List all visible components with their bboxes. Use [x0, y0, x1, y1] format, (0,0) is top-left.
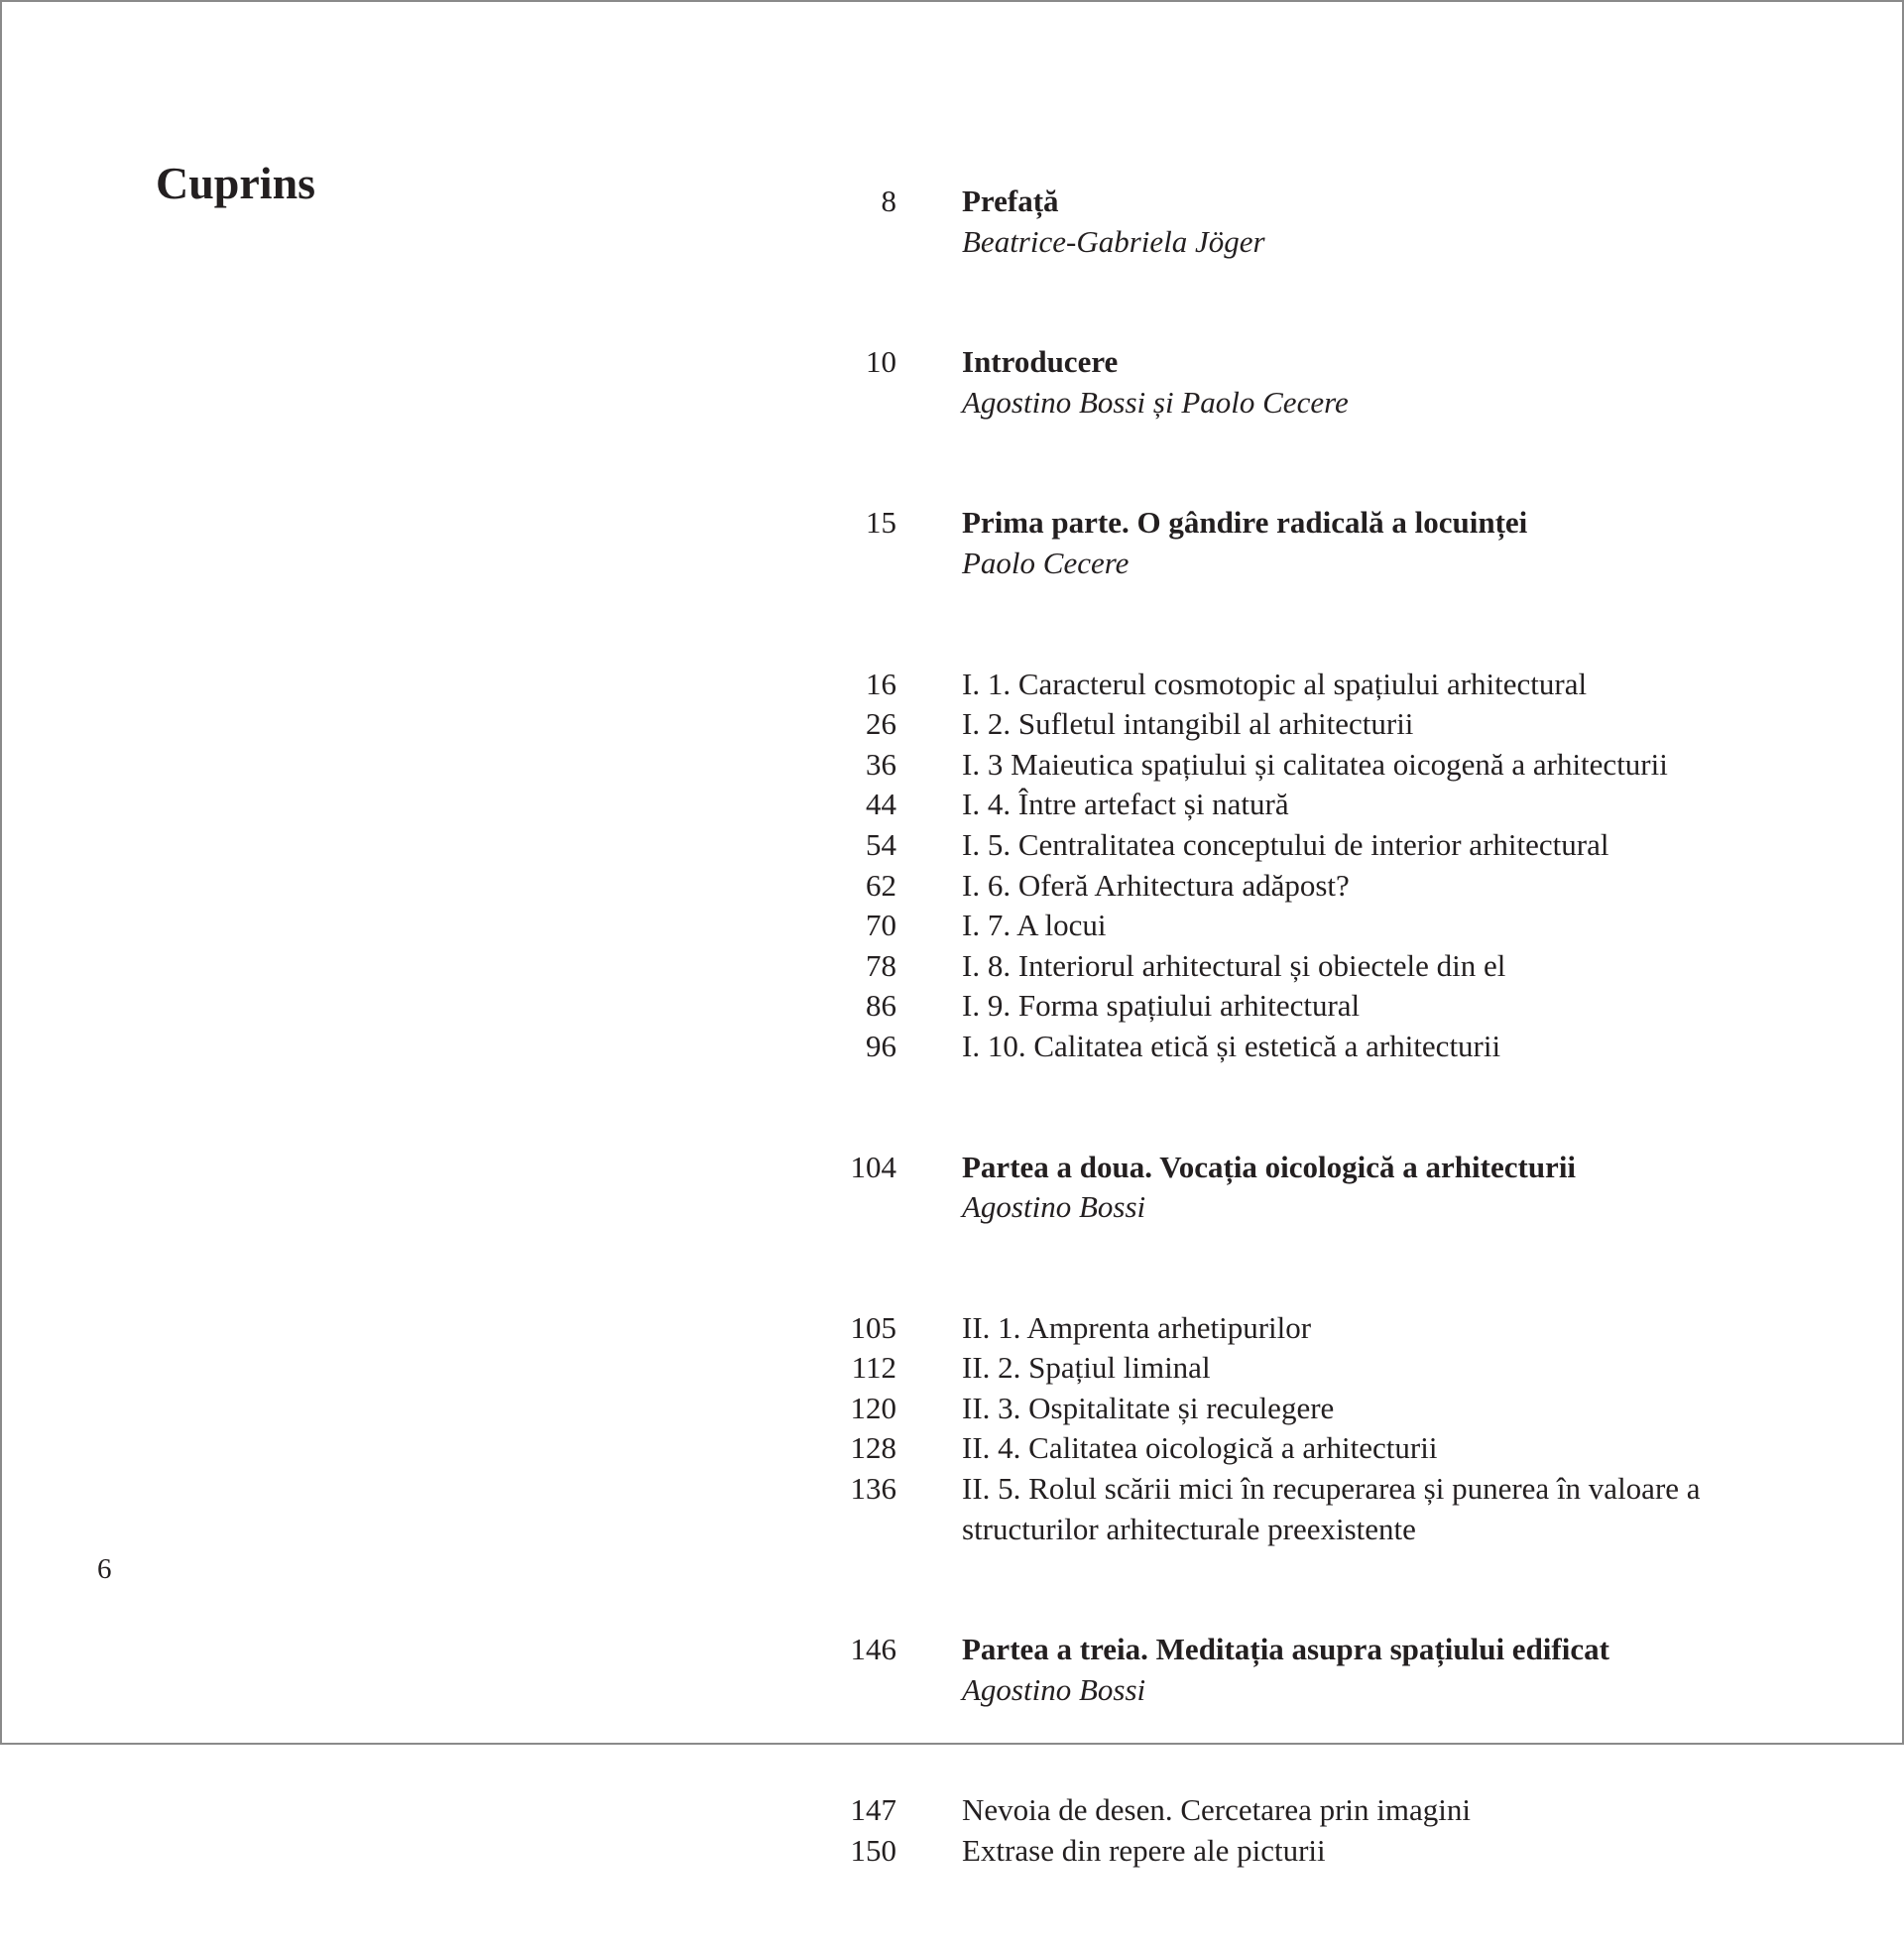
- toc-chapter-title: I. 4. Între artefact și natură: [962, 787, 1289, 822]
- toc-page-number: 26: [866, 706, 896, 742]
- toc-page-number: 36: [866, 746, 896, 782]
- toc-entry[interactable]: [815, 503, 1708, 544]
- toc-author: Agostino Bossi și Paolo Cecere: [962, 384, 1349, 420]
- toc-chapter-title: II. 1. Amprenta arhetipurilor: [962, 1309, 1312, 1345]
- toc-author: Agostino Bossi: [962, 1671, 1146, 1707]
- toc-part-title: Introducere: [962, 344, 1119, 380]
- toc-chapter-title: II. 3. Ospitalitate și reculegere: [962, 1390, 1335, 1425]
- toc-page-number: 150: [850, 1833, 896, 1869]
- toc-chapter-title: I. 9. Forma spațiului arhitectural: [962, 988, 1361, 1024]
- toc-page-number: 70: [866, 908, 896, 943]
- toc-section: [815, 1308, 1708, 1550]
- toc-author: Agostino Bossi: [962, 1189, 1146, 1225]
- toc-page-number: 86: [866, 988, 896, 1024]
- toc-entry[interactable]: [815, 1389, 1708, 1429]
- toc-chapter-title: I. 6. Oferă Arhitectura adăpost?: [962, 867, 1350, 903]
- toc-entry[interactable]: [815, 1469, 1708, 1549]
- toc-chapter-title: II. 4. Calitatea oicologică a arhitecturii: [962, 1430, 1438, 1466]
- toc-entry[interactable]: [815, 1148, 1708, 1188]
- toc-section: [815, 342, 1708, 423]
- toc-entry[interactable]: [815, 1308, 1708, 1349]
- toc-chapter-title: I. 7. A locui: [962, 908, 1107, 943]
- toc-chapter-title: I. 2. Sufletul intangibil al arhitecturii: [962, 706, 1414, 742]
- toc-page-number: 15: [866, 505, 896, 541]
- toc-section: [815, 1790, 1708, 1871]
- toc-entry[interactable]: [815, 745, 1708, 786]
- toc-page-number: 136: [850, 1471, 896, 1507]
- toc-page-number: 16: [866, 666, 896, 701]
- toc-chapter-title: I. 3 Maieutica spațiului și calitatea oicogenă a arhitecturii: [962, 746, 1668, 782]
- toc-page-number: 112: [851, 1350, 896, 1386]
- toc-entry[interactable]: [815, 946, 1708, 987]
- toc-entry[interactable]: [815, 342, 1708, 383]
- toc-entry[interactable]: [815, 665, 1708, 705]
- toc-chapter-title: II. 2. Spațiul liminal: [962, 1350, 1211, 1386]
- toc-chapter-title: I. 1. Caracterul cosmotopic al spațiului arhitectural: [962, 666, 1588, 701]
- toc-entry[interactable]: [815, 704, 1708, 745]
- toc-author: Paolo Cecere: [962, 545, 1130, 580]
- toc-page-number: 104: [850, 1149, 896, 1184]
- toc-author: Beatrice-Gabriela Jöger: [962, 223, 1265, 259]
- toc-entry[interactable]: [815, 785, 1708, 825]
- toc-chapter-title: I. 5. Centralitatea conceptului de interior arhitectural: [962, 826, 1609, 862]
- toc-entry[interactable]: [815, 906, 1708, 946]
- toc-chapter-title: I. 8. Interiorul arhitectural și obiectele din el: [962, 947, 1506, 983]
- toc-chapter-title: Nevoia de desen. Cercetarea prin imagini: [962, 1792, 1471, 1828]
- toc-page-number: 146: [850, 1632, 896, 1667]
- toc-part-title: Prefață: [962, 183, 1059, 218]
- page-number: 6: [97, 1553, 112, 1585]
- toc-page-number: 44: [866, 787, 896, 822]
- toc-entry[interactable]: [815, 825, 1708, 866]
- toc-page-number: 8: [881, 183, 896, 218]
- toc-chapter-title: I. 10. Calitatea etică și estetică a arhitecturii: [962, 1028, 1501, 1063]
- toc-page-number: 10: [866, 344, 896, 380]
- toc-page-number: 147: [850, 1792, 896, 1828]
- toc-part-title: Partea a treia. Meditația asupra spațiului edificat: [962, 1632, 1609, 1667]
- toc-entry[interactable]: [815, 1428, 1708, 1469]
- table-of-contents: [815, 182, 1708, 1952]
- toc-section: [815, 665, 1708, 1067]
- toc-chapter-title: II. 5. Rolul scării mici în recuperarea și punerea în valoare a structurilor arhitecturale preexistente: [962, 1471, 1701, 1546]
- toc-part-title: Partea a doua. Vocația oicologică a arhitecturii: [962, 1149, 1577, 1184]
- toc-entry[interactable]: [815, 866, 1708, 907]
- toc-entry[interactable]: [815, 1348, 1708, 1389]
- toc-section: [815, 503, 1708, 583]
- toc-entry[interactable]: [815, 1027, 1708, 1067]
- toc-entry[interactable]: [815, 1790, 1708, 1831]
- toc-entry[interactable]: [815, 1630, 1708, 1670]
- page-title: Cuprins: [156, 158, 316, 208]
- toc-page-number: 128: [850, 1430, 896, 1466]
- toc-page-number: 120: [850, 1390, 896, 1425]
- toc-page-number: 54: [866, 826, 896, 862]
- toc-page-number: 62: [866, 867, 896, 903]
- toc-page-number: 78: [866, 947, 896, 983]
- toc-page-number: 96: [866, 1028, 896, 1063]
- toc-page-number: 105: [850, 1309, 896, 1345]
- toc-entry[interactable]: [815, 1831, 1708, 1872]
- toc-section: [815, 182, 1708, 262]
- toc-section: [815, 1630, 1708, 1710]
- toc-entry[interactable]: [815, 986, 1708, 1027]
- toc-entry[interactable]: [815, 182, 1708, 222]
- toc-part-title: Prima parte. O gândire radicală a locuinței: [962, 505, 1528, 541]
- toc-chapter-title: Extrase din repere ale picturii: [962, 1833, 1326, 1869]
- toc-section: [815, 1148, 1708, 1228]
